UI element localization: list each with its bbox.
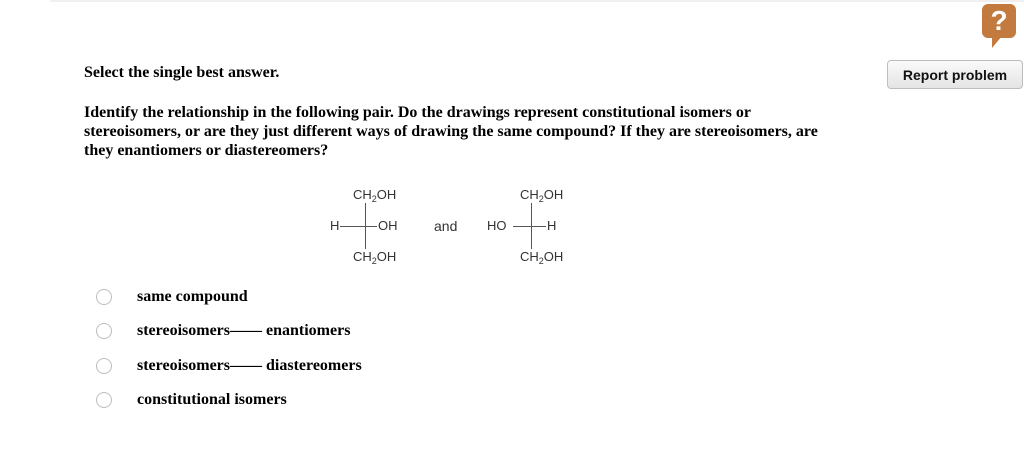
top-divider <box>50 0 1024 2</box>
right-right-group: H <box>547 218 557 233</box>
option-label: constitutional isomers <box>137 391 287 408</box>
option-label: stereoisomers—— diastereomers <box>137 357 362 374</box>
question-text: Identify the relationship in the following pair. Do the drawings represent constitutional isomers or stereoisomers, or are they just different ways of drawing the same compound? If they are stereoisomers, are they enantiomers or diastereomers? <box>84 104 818 159</box>
help-button[interactable] <box>982 4 1016 38</box>
radio-button[interactable] <box>96 323 112 339</box>
left-right-group: OH <box>378 218 398 233</box>
left-top-group: $CH_2OH$ <box>353 187 397 204</box>
bond-horizontal <box>513 226 546 227</box>
option-label: same compound <box>137 288 248 305</box>
left-left-group: H <box>330 218 340 233</box>
right-left-group: HO <box>487 218 507 233</box>
question-mark-icon: ? <box>990 5 1008 36</box>
bond-horizontal <box>340 226 377 227</box>
option-label: stereoisomers—— enantiomers <box>137 322 351 339</box>
left-bottom-group: $CH_2OH$ <box>353 249 397 266</box>
report-problem-button[interactable]: Report problem <box>887 60 1023 89</box>
and-connector: and <box>434 218 458 234</box>
right-top-group: $CH_2OH$ <box>520 187 564 204</box>
radio-button[interactable] <box>96 289 112 305</box>
right-bottom-group: $CH_2OH$ <box>520 249 564 266</box>
instruction-text: Select the single best answer. <box>84 64 280 81</box>
radio-button[interactable] <box>96 392 112 408</box>
radio-button[interactable] <box>96 358 112 374</box>
